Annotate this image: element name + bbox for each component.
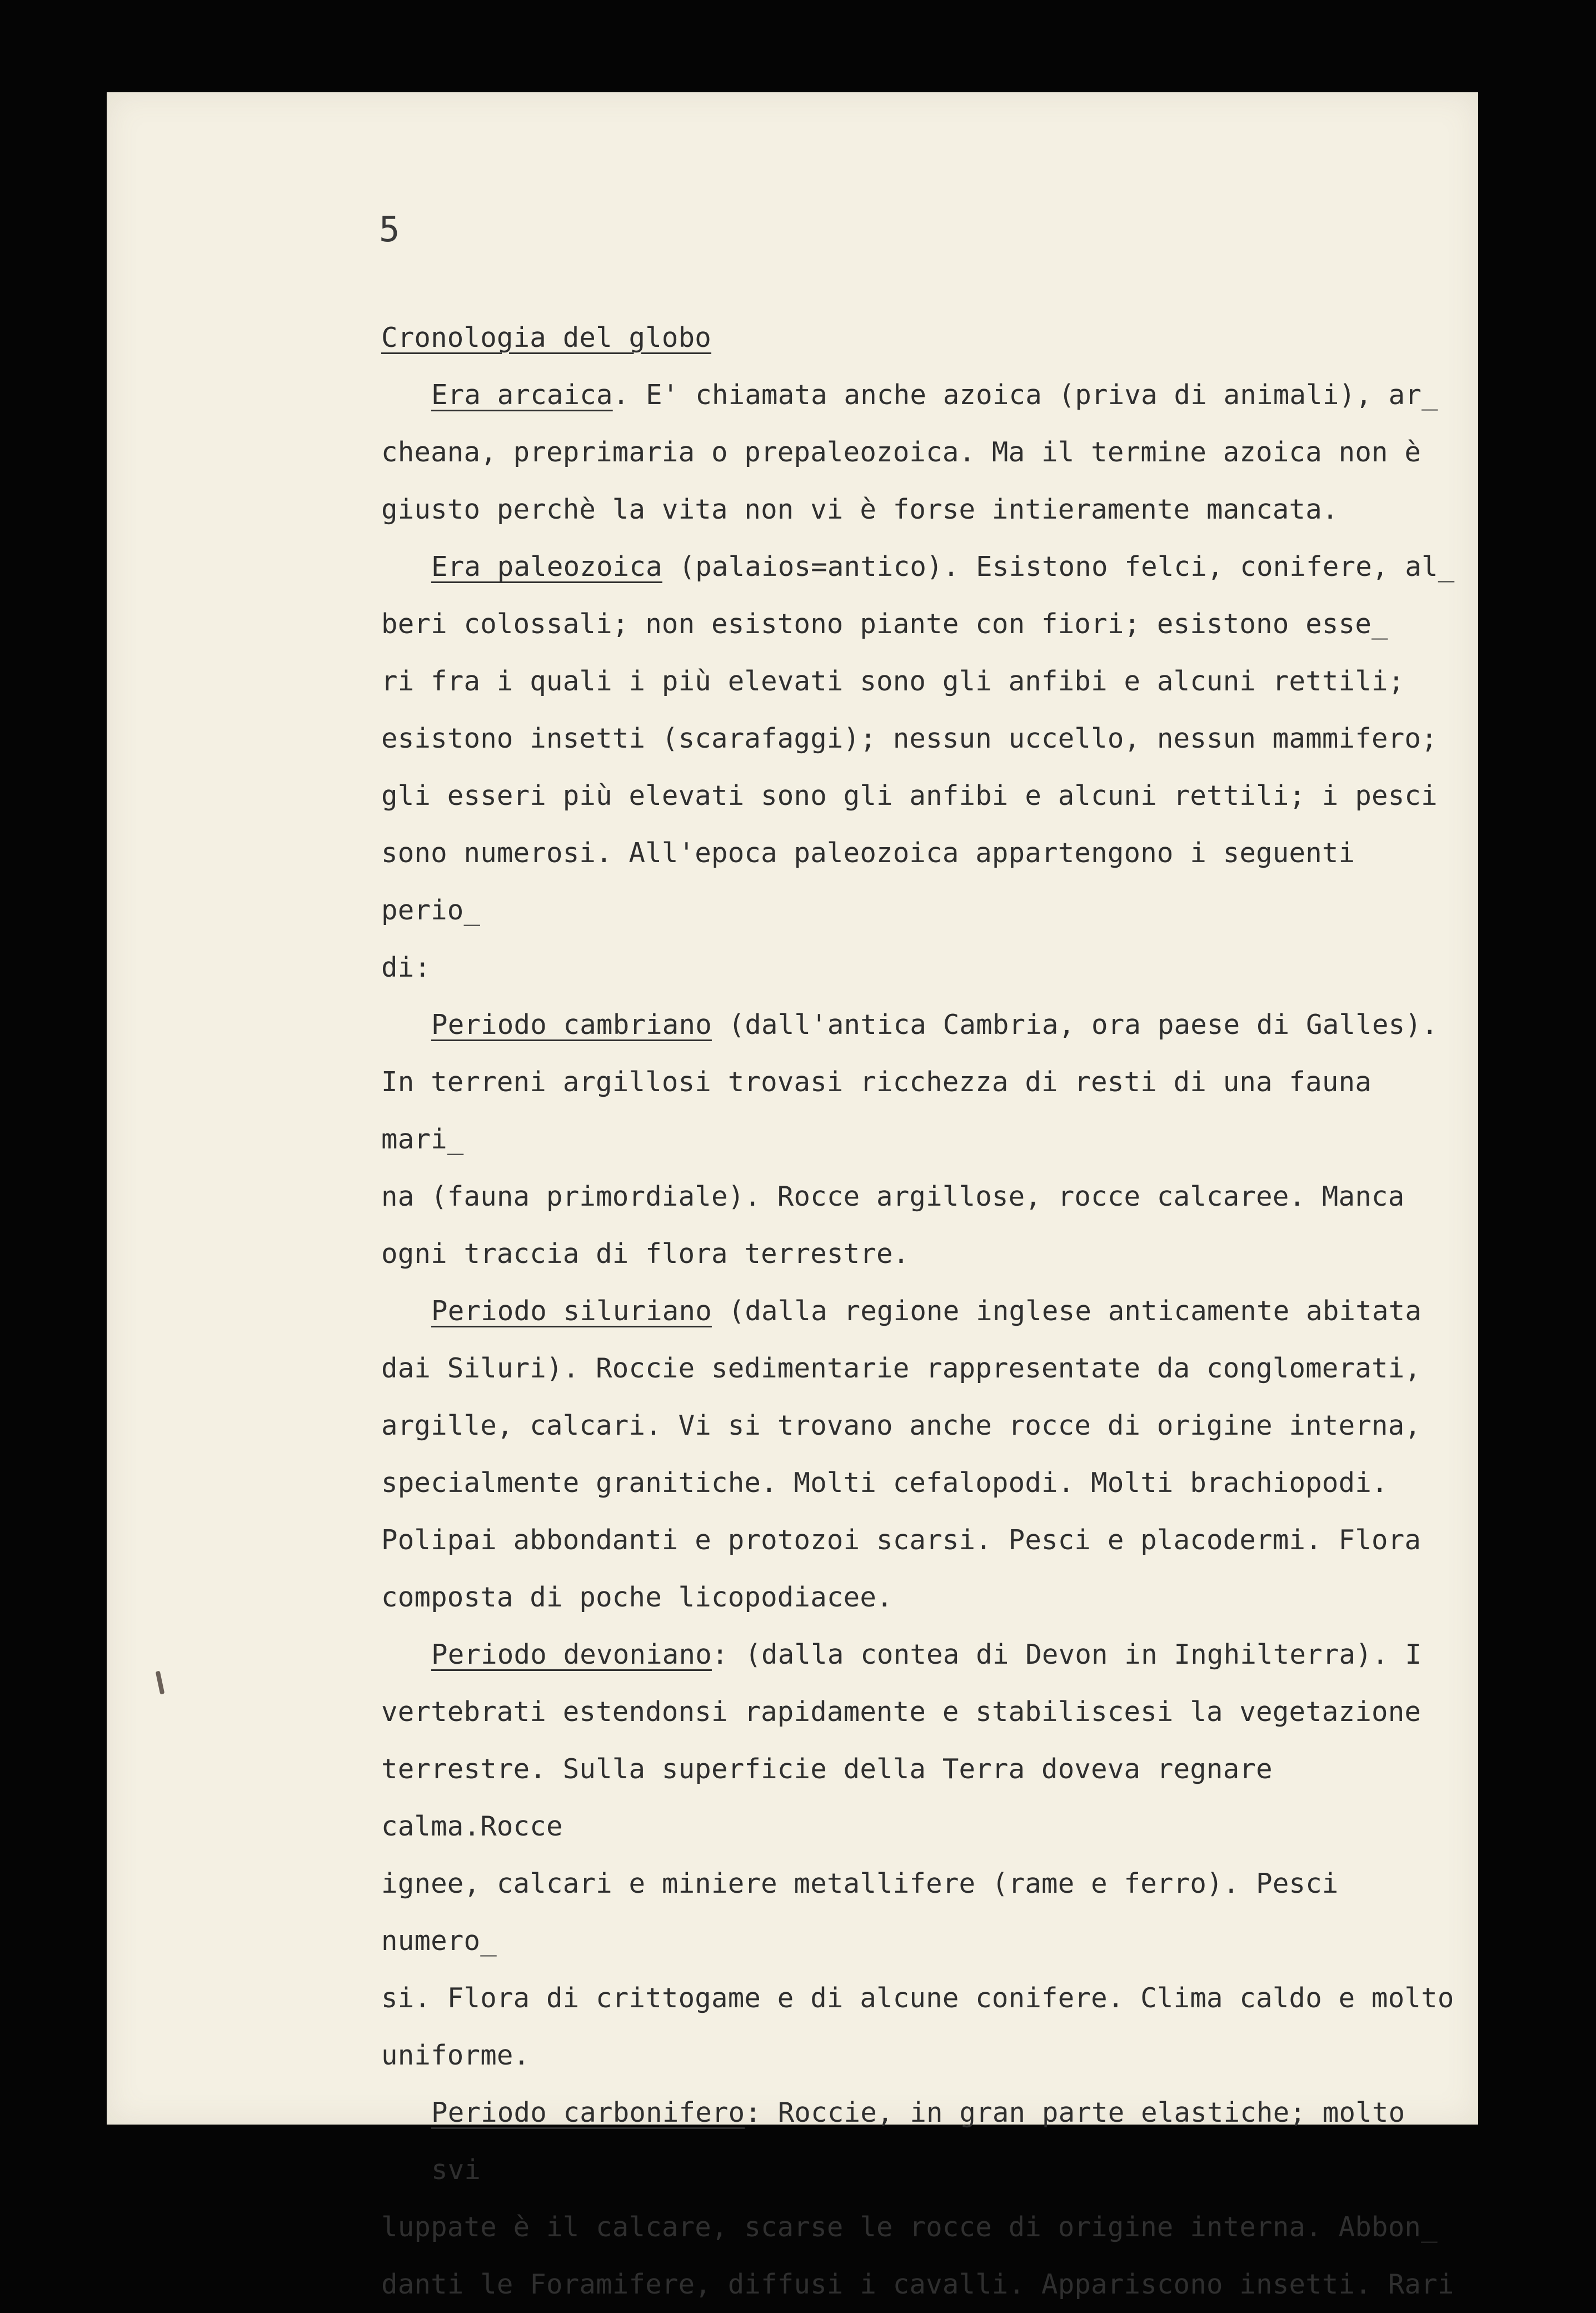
paragraph-line: . E' chiamata anche azoica (priva di animali), ar_ [612, 379, 1438, 411]
paragraph-heading: Periodo carbonifero [431, 2097, 745, 2128]
document-body [381, 309, 1470, 2313]
paragraph-periodo-carbonifero [381, 2084, 1470, 2198]
paragraph-heading: Periodo siluriano [431, 1295, 712, 1327]
paragraph-line: composta di poche licopodiacee. [381, 1581, 893, 1613]
paragraph-line: esistono insetti (scarafaggi); nessun uccello, nessun mammifero; [381, 723, 1438, 754]
paragraph-line: argille, calcari. Vi si trovano anche rocce di origine interna, [381, 1410, 1422, 1441]
title-text: Cronologia del globo [381, 322, 712, 354]
paragraph-heading: Era arcaica [431, 379, 613, 411]
paragraph-line: si. Flora di crittogame e di alcune conifere. Clima caldo e molto [381, 1982, 1454, 2014]
paragraph-line: ogni traccia di flora terrestre. [381, 1238, 910, 1270]
paragraph-line: In terreni argillosi trovasi ricchezza di resti di una fauna mari_ [381, 1066, 1372, 1155]
paragraph-line: specialmente granitiche. Molti cefalopodi. Molti brachiopodi. [381, 1467, 1388, 1499]
pen-mark [156, 1671, 165, 1695]
paragraph-line: : Roccie, in gran parte elastiche; molto svi [431, 2097, 1405, 2186]
paragraph-line: danti le Foramifere, diffusi i cavalli. Appariscono insetti. Rari [381, 2269, 1454, 2300]
paragraph-line: : (dalla contea di Devon in Inghilterra). I [711, 1639, 1422, 1670]
paragraph-line: luppate è il calcare, scarse le rocce di origine interna. Abbon_ [381, 2211, 1438, 2243]
paragraph-line: sono numerosi. All'epoca paleozoica appartengono i seguenti perio_ [381, 837, 1355, 926]
paragraph-era-paleozoica [381, 538, 1470, 595]
paragraph-periodo-devoniano [381, 1626, 1470, 1683]
paragraph-line: dai Siluri). Roccie sedimentarie rappresentate da conglomerati, [381, 1352, 1422, 1384]
paragraph-line: ri fra i quali i più elevati sono gli anfibi e alcuni rettili; [381, 665, 1405, 697]
paragraph-heading: Era paleozoica [431, 551, 662, 583]
paragraph-heading: Periodo devoniano [431, 1639, 712, 1670]
paragraph-line: terrestre. Sulla superficie della Terra doveva regnare calma.Rocce [381, 1753, 1273, 1842]
page-number: 5 [379, 209, 400, 250]
paragraph-line: gli esseri più elevati sono gli anfibi e alcuni rettili; i pesci [381, 780, 1438, 812]
paragraph-line: Polipai abbondanti e protozoi scarsi. Pesci e placodermi. Flora [381, 1524, 1422, 1556]
paragraph-line: uniforme. [381, 2040, 530, 2071]
paragraph-line: (dall'antica Cambria, ora paese di Galles). [711, 1009, 1438, 1041]
paragraph-line: giusto perchè la vita non vi è forse intieramente mancata. [381, 494, 1339, 525]
document-page [107, 92, 1478, 2300]
paragraph-periodo-siluriano [381, 1282, 1470, 1340]
paragraph-line: na (fauna primordiale). Rocce argillose, rocce calcaree. Manca [381, 1181, 1405, 1212]
paragraph-line: beri colossali; non esistono piante con fiori; esistono esse_ [381, 608, 1388, 640]
paragraph-line: vertebrati estendonsi rapidamente e stabiliscesi la vegetazione [381, 1696, 1422, 1728]
paragraph-line: (dalla regione inglese anticamente abitata [711, 1295, 1422, 1327]
paragraph-heading: Periodo cambriano [431, 1009, 712, 1041]
paragraph-line: di: [381, 952, 431, 983]
paragraph-line: (palaios=antico). Esistono felci, conifere, al_ [662, 551, 1455, 583]
paragraph-line: ignee, calcari e miniere metallifere (rame e ferro). Pesci numero_ [381, 1868, 1339, 1957]
paragraph-periodo-cambriano [381, 996, 1470, 1053]
paragraph-line: cheana, preprimaria o prepaleozoica. Ma il termine azoica non è [381, 436, 1422, 468]
paragraph-era-arcaica [381, 366, 1470, 424]
document-title [381, 309, 1470, 366]
